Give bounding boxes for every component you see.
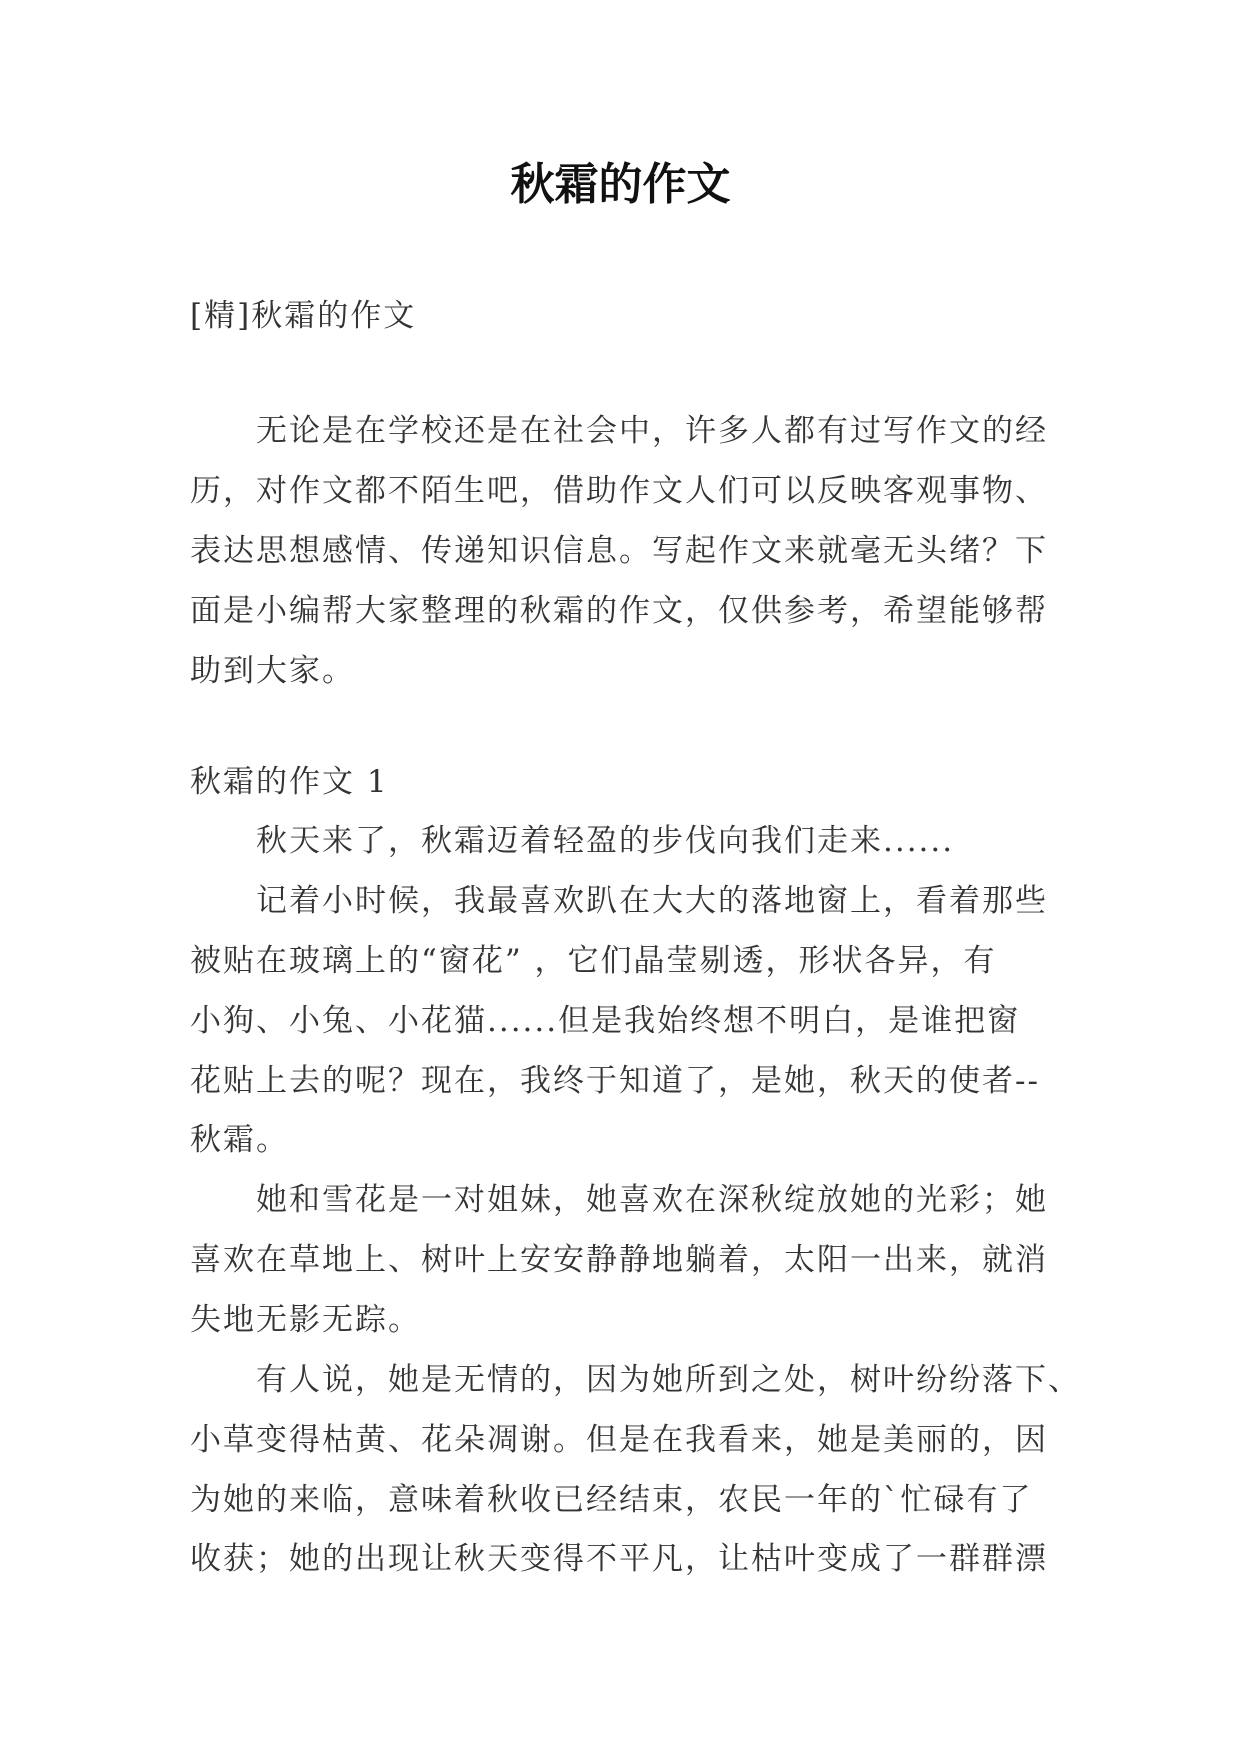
- paragraph-line: 小草变得枯黄、花朵凋谢。但是在我看来，她是美丽的，因: [190, 1422, 1048, 1458]
- paragraph-line: 喜欢在草地上、树叶上安安静静地躺着，太阳一出来，就消: [190, 1242, 1048, 1278]
- paragraph-line: 收获；她的出现让秋天变得不平凡，让枯叶变成了一群群漂: [190, 1541, 1048, 1577]
- paragraph-line: 失地无影无踪。: [190, 1302, 421, 1338]
- paragraph-line: 她和雪花是一对姐妹，她喜欢在深秋绽放她的光彩；她: [256, 1182, 1048, 1218]
- paragraph-line: 被贴在玻璃上的“窗花” ，它们晶莹剔透，形状各异，有: [190, 943, 997, 979]
- document-subtitle: [精]秋霜的作文: [190, 298, 417, 334]
- paragraph-line: 记着小时候，我最喜欢趴在大大的落地窗上，看着那些: [256, 883, 1048, 919]
- paragraph-line: 无论是在学校还是在社会中，许多人都有过写作文的经: [256, 413, 1048, 449]
- paragraph-line: 秋天来了，秋霜迈着轻盈的步伐向我们走来......: [256, 823, 955, 859]
- paragraph-line: 有人说，她是无情的，因为她所到之处，树叶纷纷落下、: [256, 1362, 1081, 1398]
- paragraph-line: 历，对作文都不陌生吧，借助作文人们可以反映客观事物、: [190, 473, 1048, 509]
- paragraph-line: 秋霜。: [190, 1122, 289, 1158]
- paragraph-line: 花贴上去的呢？现在，我终于知道了，是她，秋天的使者--: [190, 1063, 1040, 1099]
- document-title: 秋霜的作文: [510, 159, 731, 210]
- paragraph-line: 表达思想感情、传递知识信息。写起作文来就毫无头绪？下: [190, 533, 1048, 569]
- paragraph-line: 面是小编帮大家整理的秋霜的作文，仅供参考，希望能够帮: [190, 593, 1048, 629]
- paragraph-line: 小狗、小兔、小花猫......但是我始终想不明白，是谁把窗: [190, 1003, 1021, 1039]
- paragraph-line: 为她的来临，意味着秋收已经结束，农民一年的`忙碌有了: [190, 1482, 1033, 1518]
- paragraph-line: 助到大家。: [190, 653, 355, 689]
- section-heading: 秋霜的作文 1: [190, 764, 389, 800]
